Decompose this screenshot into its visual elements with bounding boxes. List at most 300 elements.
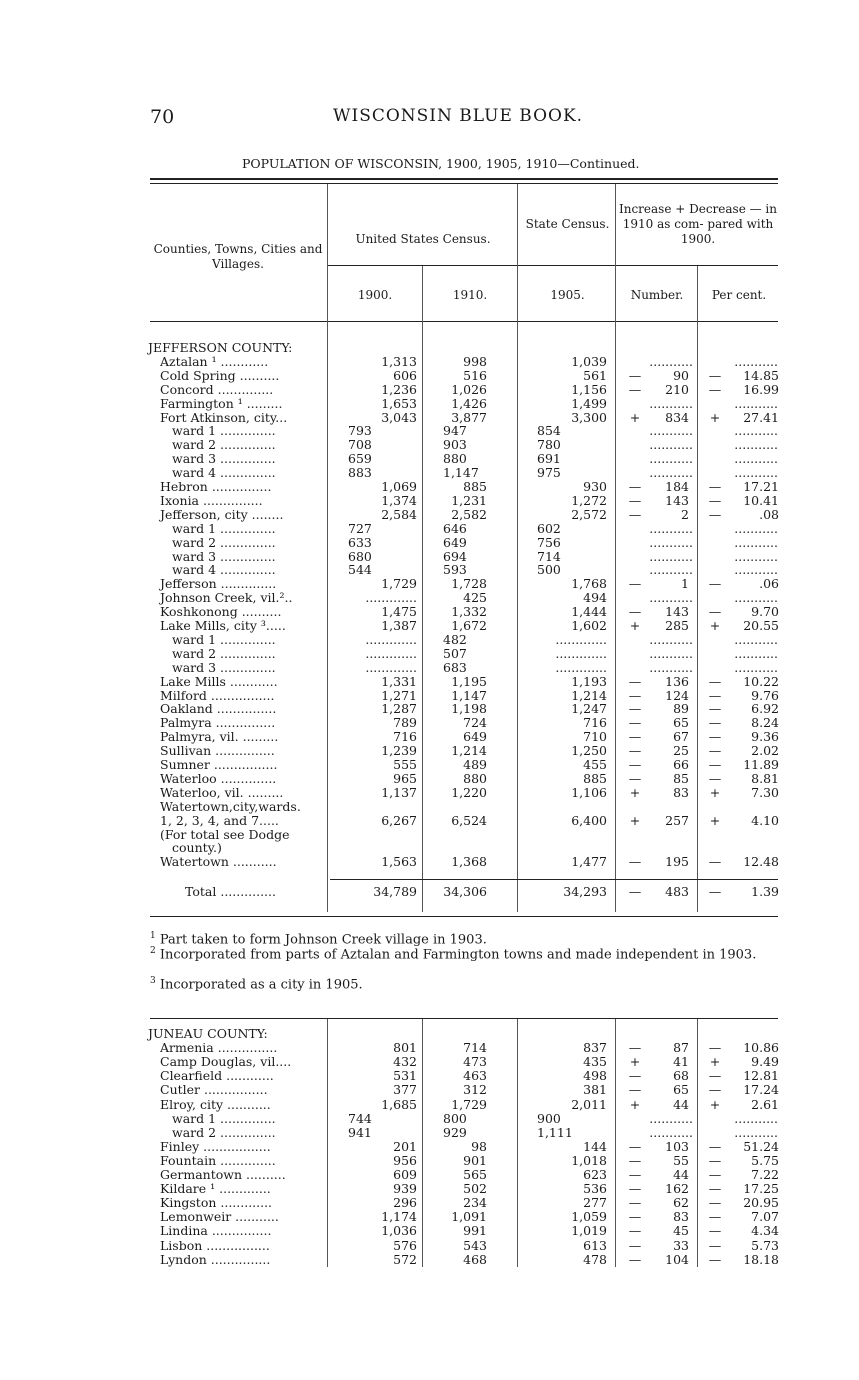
cell-1900: 965 (393, 770, 417, 786)
cell-1905: 710 (583, 729, 607, 745)
cell-1910: 1,332 (451, 604, 487, 620)
row-label: Lake Mills ............ (160, 673, 278, 689)
cell-1900-ward: 680 (348, 548, 372, 564)
header-1905: 1905. (550, 288, 585, 302)
cell-number: 67 (673, 729, 689, 745)
cell-1905: 2,572 (571, 506, 607, 522)
cell-1905: 930 (583, 479, 607, 494)
sign-number: + (629, 618, 641, 633)
cell-1910-ward: 947 (443, 423, 467, 439)
cell-percent: 17.24 (743, 1082, 779, 1098)
row-label: ward 1 .............. (172, 1110, 276, 1126)
dot-leader: ........... (734, 1110, 778, 1126)
row-label: ward 2 .............. (172, 1124, 276, 1140)
cell-1910: 1,368 (451, 854, 487, 870)
dot-leader: ........... (649, 548, 693, 564)
dot-leader: ............. (555, 631, 607, 647)
sign-number: — (628, 381, 642, 397)
sign-number: — (628, 743, 642, 759)
cell-percent: 2.61 (751, 1096, 779, 1112)
header-1910: 1910. (452, 288, 488, 302)
row-label: ward 1 .............. (172, 520, 276, 536)
sign-percent: — (708, 743, 722, 759)
sign-percent: — (708, 1167, 722, 1182)
dot-leader: ........... (649, 465, 693, 481)
row-label: ward 2 .............. (172, 645, 276, 661)
row-label: Finley ................. (160, 1138, 271, 1154)
table-row (0, 508, 859, 522)
table-row (0, 828, 859, 842)
cell-number: 44 (673, 1167, 689, 1182)
sign-percent: — (708, 715, 722, 731)
dot-leader: ............. (365, 631, 417, 647)
cell-1910: 1,214 (451, 743, 487, 759)
row-label: Lindina ............... (160, 1223, 272, 1239)
table-row (0, 466, 859, 480)
sign-percent: — (708, 381, 722, 397)
cell-percent: 17.21 (743, 479, 779, 494)
cell-1900-ward: 544 (348, 562, 372, 578)
row-label: Ixonia ............... (160, 492, 263, 508)
cell-1910-ward: 507 (443, 645, 467, 661)
cell-1900-ward: 793 (348, 423, 372, 439)
row-label: Watertown ........... (160, 854, 277, 870)
table-row (0, 550, 859, 564)
cell-percent: 17.25 (743, 1181, 779, 1197)
dot-leader: ............. (555, 659, 607, 675)
dot-leader: ............. (365, 590, 417, 606)
row-label: Lyndon ............... (160, 1251, 271, 1267)
cell-1900: 6,267 (381, 812, 417, 828)
sign-percent: — (708, 673, 722, 689)
row-label: JEFFERSON COUNTY: (148, 340, 293, 355)
cell-1905: 1,477 (571, 854, 607, 870)
cell-1905: 144 (583, 1138, 607, 1154)
dot-leader: ........... (734, 1124, 778, 1140)
cell-number: 62 (673, 1195, 689, 1211)
cell-number: 66 (673, 757, 689, 772)
cell-1910: 885 (463, 479, 487, 494)
table-row (0, 1154, 859, 1168)
cell-1900: 2,584 (381, 506, 417, 522)
header-us-census: United States Census. (355, 232, 491, 246)
sign-percent: — (708, 506, 722, 522)
cell-percent: 4.10 (751, 812, 779, 828)
cell-1910: 489 (463, 757, 487, 772)
cell-percent: 6.92 (751, 701, 779, 717)
sign-percent: + (709, 618, 721, 633)
cell-1905: 1,039 (571, 353, 607, 369)
cell-1900: 789 (393, 715, 417, 731)
row-label: Koshkonong .......... (160, 604, 282, 620)
sign-percent: — (708, 884, 722, 899)
cell-1905: 381 (583, 1082, 607, 1098)
cell-number: 483 (665, 884, 689, 899)
row-label: Lisbon ................ (160, 1237, 270, 1253)
cell-percent: 18.18 (743, 1251, 779, 1267)
table-row (0, 369, 859, 383)
sign-percent: — (708, 479, 722, 494)
row-label: Palmyra ............... (160, 715, 276, 731)
cell-1905-ward: 780 (537, 437, 561, 453)
dot-leader: ........... (734, 520, 778, 536)
table-row (0, 577, 859, 591)
cell-percent: 20.95 (743, 1195, 779, 1211)
cell-1910-ward: 593 (443, 562, 467, 578)
cell-1910-ward: 903 (443, 437, 467, 453)
sign-percent: — (708, 367, 722, 383)
cell-number: 195 (665, 854, 689, 870)
cell-1910: 565 (463, 1167, 487, 1182)
dot-leader: ........... (649, 1124, 693, 1140)
sign-number: — (628, 604, 642, 620)
cell-1910: 34,306 (443, 884, 487, 899)
cell-percent: 1.39 (751, 884, 779, 899)
table-row (0, 702, 859, 716)
cell-percent: 7.30 (751, 784, 779, 800)
cell-1905: 1,193 (571, 673, 607, 689)
cell-1910: 1,091 (451, 1209, 487, 1225)
cell-1905-ward: 691 (537, 451, 561, 467)
sign-percent: — (708, 1138, 722, 1154)
cell-percent: 9.70 (751, 604, 779, 620)
row-label: Milford ................ (160, 687, 275, 703)
row-label: Jefferson, city ........ (160, 506, 284, 522)
sign-number: — (628, 1040, 642, 1056)
cell-1910: 98 (471, 1138, 487, 1154)
row-label: ward 4 .............. (172, 562, 276, 578)
cell-percent: 8.24 (751, 715, 779, 731)
header-mid-rule (328, 265, 778, 266)
header-number: Number. (630, 288, 684, 302)
row-label: ward 2 .............. (172, 437, 276, 453)
sign-number: — (628, 729, 642, 745)
cell-1910: 998 (463, 353, 487, 369)
sign-percent: — (708, 1223, 722, 1239)
row-label: ward 3 .............. (172, 451, 276, 467)
cell-1905: 1,499 (571, 395, 607, 411)
table-row (0, 1055, 859, 1069)
cell-percent: 12.81 (743, 1068, 779, 1084)
sign-number: — (628, 506, 642, 522)
footnote-1: $^1$ Part taken to form Johnson Creek village in 1903. (150, 931, 487, 948)
row-label: Oakland ............... (160, 701, 277, 717)
cell-percent: 7.07 (751, 1209, 779, 1225)
cell-1905: 34,293 (563, 884, 607, 899)
table-row (0, 1182, 859, 1196)
table-row (0, 1069, 859, 1083)
cell-1905: 1,444 (571, 604, 607, 620)
table-row (0, 633, 859, 647)
cell-1900: 801 (393, 1040, 417, 1056)
cell-1900: 609 (393, 1167, 417, 1182)
cell-1905: 1,018 (571, 1152, 607, 1168)
cell-1910: 1,231 (451, 492, 487, 508)
sign-number: — (628, 479, 642, 494)
cell-1910: 1,026 (451, 381, 487, 397)
sign-number: — (628, 367, 642, 383)
cell-1900: 201 (393, 1138, 417, 1154)
cell-1910: 2,582 (451, 506, 487, 522)
table-row (0, 522, 859, 536)
cell-1900: 34,789 (373, 884, 417, 899)
sign-number: — (628, 1082, 642, 1098)
table-row (0, 619, 859, 633)
header-percent: Per cent. (711, 288, 767, 302)
table-row (0, 647, 859, 661)
sign-number: — (628, 1068, 642, 1084)
cell-1900: 572 (393, 1251, 417, 1267)
sign-number: + (629, 784, 641, 800)
table-row (0, 480, 859, 494)
cell-1905: 561 (583, 367, 607, 383)
cell-1910: 312 (463, 1082, 487, 1098)
cell-number: 44 (673, 1096, 689, 1112)
cell-1905: 455 (583, 757, 607, 772)
dot-leader: ........... (649, 1110, 693, 1126)
cell-number: 104 (665, 1251, 689, 1267)
header-bottom-rule (150, 321, 778, 322)
cell-1900-ward: 633 (348, 534, 372, 550)
sign-percent: — (708, 854, 722, 870)
table-row (0, 605, 859, 619)
cell-1905: 613 (583, 1237, 607, 1253)
sign-percent: + (709, 409, 721, 425)
top-double-rule (150, 178, 778, 180)
row-label: Fountain .............. (160, 1152, 276, 1168)
table-row (0, 1224, 859, 1238)
dot-leader: ............. (555, 645, 607, 661)
cell-1905: 3,300 (571, 409, 607, 425)
cell-1905: 277 (583, 1195, 607, 1211)
row-label: Concord .............. (160, 381, 274, 397)
row-label: (For total see Dodge (160, 826, 290, 842)
sign-percent: — (708, 1152, 722, 1168)
row-label: Fort Atkinson, city... (160, 409, 288, 425)
table-title: POPULATION OF WISCONSIN, 1900, 1905, 1910—Continued. (242, 156, 640, 171)
dot-leader: ........... (734, 631, 778, 647)
cell-1910-ward: 683 (443, 659, 467, 675)
sign-number: — (628, 1195, 642, 1211)
sign-percent: — (708, 492, 722, 508)
cell-number: 83 (673, 1209, 689, 1225)
table-row (0, 1210, 859, 1224)
sign-number: + (629, 812, 641, 828)
cell-number: 2 (681, 506, 689, 522)
dot-leader: ............. (365, 659, 417, 675)
cell-1910-ward: 694 (443, 548, 467, 564)
cell-1905-ward: 1,111 (537, 1124, 573, 1140)
row-label: Total .............. (185, 884, 276, 899)
sign-percent: — (708, 576, 722, 592)
sign-percent: — (708, 1237, 722, 1253)
cell-1905-ward: 714 (537, 548, 561, 564)
page-number: 70 (150, 106, 175, 128)
cell-percent: 8.81 (751, 770, 779, 786)
cell-1905: 6,400 (571, 812, 607, 828)
cell-1900-ward: 744 (348, 1110, 372, 1126)
cell-percent: 5.75 (751, 1152, 779, 1168)
row-label: 1, 2, 3, 4, and 7..... (160, 812, 279, 828)
cell-1905-ward: 602 (537, 520, 561, 536)
cell-number: 45 (673, 1223, 689, 1239)
cell-percent: 10.22 (743, 673, 779, 689)
cell-number: 184 (665, 479, 689, 494)
row-label: ward 2 .............. (172, 534, 276, 550)
table-row (0, 424, 859, 438)
cell-number: 1 (681, 576, 689, 592)
cell-1905: 885 (583, 770, 607, 786)
table-row (0, 1083, 859, 1097)
cell-1905: 478 (583, 1251, 607, 1267)
cell-1900: 606 (393, 367, 417, 383)
table-row (0, 494, 859, 508)
cell-1910: 1,198 (451, 701, 487, 717)
table-row (0, 716, 859, 730)
cell-1900-ward: 883 (348, 465, 372, 481)
table-row (0, 661, 859, 675)
cell-1900: 956 (393, 1152, 417, 1168)
dot-leader: ........... (734, 451, 778, 467)
cell-1900: 296 (393, 1195, 417, 1211)
sign-percent: — (708, 729, 722, 745)
sign-number: — (628, 492, 642, 508)
row-label: Aztalan ¹ ............ (160, 353, 269, 369)
dot-leader: ........... (734, 534, 778, 550)
table-row (0, 452, 859, 466)
cell-1905: 1,247 (571, 701, 607, 717)
cell-number: 834 (665, 409, 689, 425)
cell-1910: 724 (463, 715, 487, 731)
row-label: Waterloo, vil. ......... (160, 784, 284, 800)
cell-1910: 649 (463, 729, 487, 745)
cell-number: 162 (665, 1181, 689, 1197)
row-label: Cutler ................ (160, 1082, 268, 1098)
cell-1910: 473 (463, 1054, 487, 1070)
sign-number: + (629, 1096, 641, 1112)
cell-number: 89 (673, 701, 689, 717)
dot-leader: ........... (649, 451, 693, 467)
row-label: ward 3 .............. (172, 548, 276, 564)
cell-1910: 991 (463, 1223, 487, 1239)
sign-percent: — (708, 770, 722, 786)
sign-number: — (628, 1181, 642, 1197)
row-label: Clearfield ............ (160, 1068, 274, 1084)
row-label: county.) (172, 840, 222, 856)
cell-number: 65 (673, 1082, 689, 1098)
cell-percent: 4.34 (751, 1223, 779, 1239)
dot-leader: ........... (649, 645, 693, 661)
row-label: Elroy, city ........... (160, 1096, 271, 1112)
row-label: Kildare ¹ ............. (160, 1181, 271, 1197)
top-rule (150, 183, 778, 184)
dot-leader: ........... (734, 590, 778, 606)
cell-1910: 425 (463, 590, 487, 606)
cell-1900-ward: 727 (348, 520, 372, 536)
dot-leader: ........... (649, 423, 693, 439)
cell-number: 55 (673, 1152, 689, 1168)
header-place: Counties, Towns, Cities and Villages. (153, 242, 323, 271)
cell-1900: 1,174 (381, 1209, 417, 1225)
cell-1900: 1,271 (381, 687, 417, 703)
cell-percent: 16.99 (743, 381, 779, 397)
row-label: Farmington ¹ ......... (160, 395, 283, 411)
cell-percent: 51.24 (743, 1138, 779, 1154)
cell-1905: 2,011 (571, 1096, 607, 1112)
cell-percent: 9.36 (751, 729, 779, 745)
cell-number: 85 (673, 770, 689, 786)
sign-percent: + (709, 812, 721, 828)
cell-1900: 1,137 (381, 784, 417, 800)
dot-leader: ........... (734, 659, 778, 675)
cell-1910-ward: 880 (443, 451, 467, 467)
cell-1910-ward: 1,147 (443, 465, 479, 481)
sign-number: — (628, 673, 642, 689)
cell-1905: 1,106 (571, 784, 607, 800)
dot-leader: ........... (649, 395, 693, 411)
row-label: Hebron ............... (160, 479, 272, 494)
table-row (0, 438, 859, 452)
header-1900: 1900. (357, 288, 393, 302)
cell-1910-ward: 800 (443, 1110, 467, 1126)
sign-percent: — (708, 1251, 722, 1267)
dot-leader: ........... (649, 534, 693, 550)
dot-leader: ........... (734, 395, 778, 411)
sign-percent: — (708, 1195, 722, 1211)
sign-number: — (628, 576, 642, 592)
dot-leader: ........... (734, 465, 778, 481)
cell-1905: 716 (583, 715, 607, 731)
sign-number: — (628, 770, 642, 786)
footnote-3: $^3$ Incorporated as a city in 1905. (150, 976, 363, 993)
cell-1900: 1,036 (381, 1223, 417, 1239)
cell-number: 41 (673, 1054, 689, 1070)
cell-percent: 14.85 (743, 367, 779, 383)
dot-leader: ........... (649, 437, 693, 453)
cell-number: 65 (673, 715, 689, 731)
table-row (0, 536, 859, 550)
row-label: Armenia ............... (160, 1040, 278, 1056)
sign-percent: — (708, 1209, 722, 1225)
footnote-2: $^2$ Incorporated from parts of Aztalan and Farmington towns and made independent in 1903. (150, 946, 757, 963)
cell-number: 143 (665, 604, 689, 620)
sign-number: — (628, 884, 642, 899)
sign-number: — (628, 1251, 642, 1267)
sign-number: — (628, 1223, 642, 1239)
dot-leader: ........... (649, 631, 693, 647)
cell-1910: 543 (463, 1237, 487, 1253)
table-row (0, 563, 859, 577)
dot-leader: ........... (649, 659, 693, 675)
cell-1900: 939 (393, 1181, 417, 1197)
row-label: Germantown .......... (160, 1167, 286, 1182)
row-label: Lemonweir ........... (160, 1209, 279, 1225)
cell-number: 285 (665, 618, 689, 633)
row-label: Camp Douglas, vil.... (160, 1054, 292, 1070)
cell-1910: 1,195 (451, 673, 487, 689)
cell-1900: 3,043 (381, 409, 417, 425)
sign-percent: — (708, 1181, 722, 1197)
cell-number: 103 (665, 1138, 689, 1154)
sign-percent: — (708, 757, 722, 772)
cell-percent: 11.89 (743, 757, 779, 772)
table-row (0, 885, 859, 899)
cell-1900: 1,653 (381, 395, 417, 411)
cell-number: 136 (665, 673, 689, 689)
cell-number: 68 (673, 1068, 689, 1084)
table-row (0, 383, 859, 397)
cell-1900: 1,685 (381, 1096, 417, 1112)
